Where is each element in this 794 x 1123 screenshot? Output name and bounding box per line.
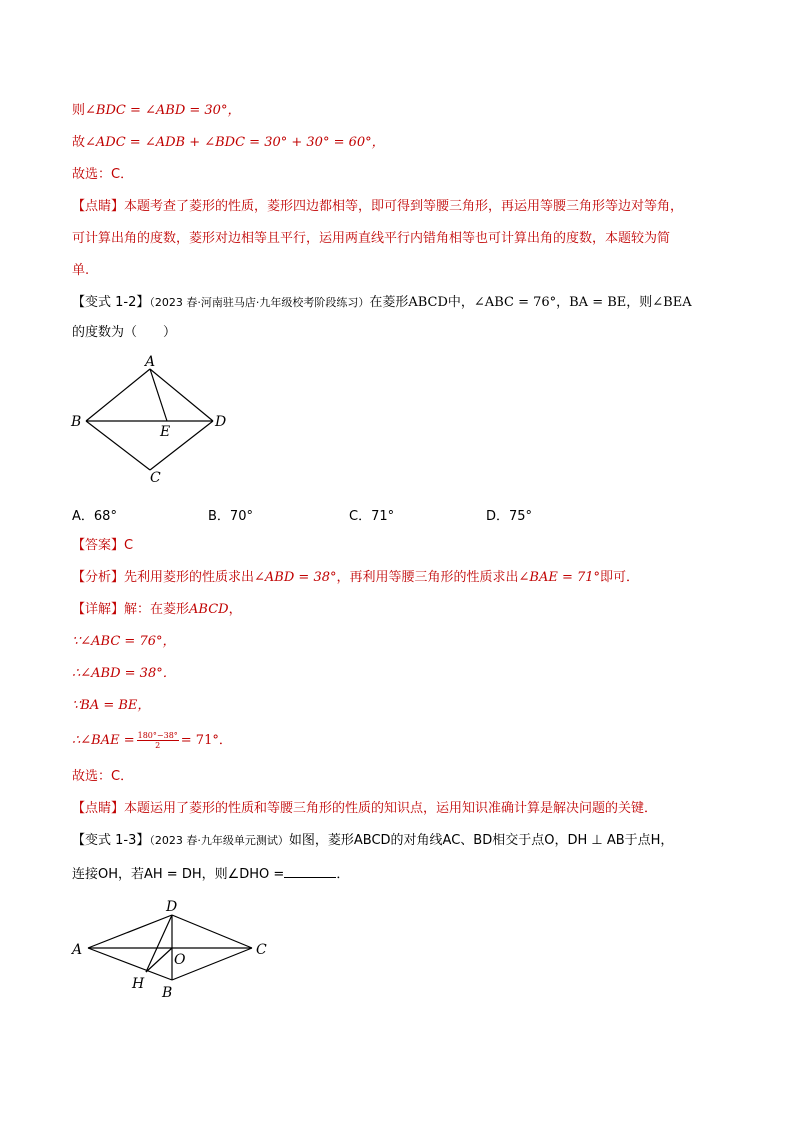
analysis-math-d: ∠BAE = 71° — [518, 570, 601, 585]
detail-step-1: ∵∠ABC = 76°， — [72, 634, 176, 649]
rhombus-figure-2 — [62, 890, 282, 1005]
side-ba — [88, 948, 172, 980]
side-ad — [150, 369, 213, 421]
step4-rhs: = 71°． — [180, 733, 232, 748]
choice-d[interactable] — [486, 505, 532, 524]
analysis-text-c: ，再利用等腰三角形的性质求出 — [336, 570, 519, 585]
choice-c[interactable] — [349, 505, 394, 524]
dianjing-1-line-1 — [72, 198, 683, 216]
dianjing-2-text: 本题运用了菱形的性质和等腰三角形的性质的知识点，运用知识准确计算是解决问题的关键． — [124, 801, 658, 816]
dianjing-2-tag: 【点睛】 — [72, 801, 125, 816]
detail-line — [72, 601, 242, 619]
variant-1-2-stem-2: 的度数为（ ） — [72, 325, 177, 340]
variant-1-3-stem — [72, 832, 673, 850]
solution-line-2 — [72, 134, 385, 152]
choice-c-value: 71° — [371, 509, 395, 524]
label-o: O — [174, 952, 186, 968]
detail-step-4 — [72, 731, 232, 750]
math-adc: ∠ADC = ∠ADB + ∠BDC = 30° + 30° = 60°， — [85, 135, 385, 150]
variant-3-stem-2b: ． — [336, 867, 350, 882]
choice-a[interactable] — [72, 505, 117, 524]
answer-value: C — [124, 538, 134, 553]
dianjing-1-line-3: 单. — [72, 263, 90, 278]
variant-tag: 【变式 1-2】 — [72, 295, 150, 310]
detail-text-c: ， — [228, 602, 242, 617]
analysis-text-a: 先利用菱形的性质求出 — [124, 570, 255, 585]
choice-b-letter: B． — [208, 509, 230, 524]
choice-b-value: 70° — [229, 509, 253, 524]
variant-1-3-stem-2 — [72, 864, 349, 884]
label-b: B — [162, 985, 173, 1001]
label-h: H — [132, 976, 145, 992]
choice-d-value: 75° — [509, 509, 533, 524]
detail-step-3: ∵BA = BE， — [72, 698, 151, 713]
detail-tag: 【详解】 — [72, 602, 125, 617]
label-a: A — [145, 354, 156, 370]
label-d: D — [166, 899, 178, 915]
detail-math-b: ABCD — [189, 602, 229, 617]
detail-step-2: ∴∠ABD = 38°． — [72, 666, 176, 681]
analysis-math-b: ∠ABD = 38° — [254, 570, 337, 585]
choice-d-letter: D． — [486, 509, 510, 524]
detail-text-a: 解：在菱形 — [124, 602, 190, 617]
label-d: D — [215, 414, 227, 430]
label-c: C — [150, 470, 161, 486]
text-gu: 故 — [72, 135, 86, 150]
math-bdc: ∠BDC = ∠ABD = 30°， — [85, 103, 241, 118]
solution-line-1 — [72, 102, 240, 120]
dianjing-tag: 【点睛】 — [72, 199, 125, 214]
step4-lhs: ∴∠BAE = — [72, 733, 135, 748]
text-ze: 则 — [72, 103, 86, 118]
fraction-numerator: 180°−38° — [137, 731, 178, 740]
variant-3-source: （2023 春·九年级单元测试） — [149, 834, 289, 847]
choice-b[interactable] — [208, 505, 253, 524]
variant-3-stem-2a: 连接OH，若AH = DH，则∠DHO = — [72, 867, 285, 882]
side-dc — [172, 915, 252, 948]
rhombus-figure-1 — [60, 350, 250, 490]
dianjing-text-1: 本题考查了菱形的性质，菱形四边都相等，即可得到等腰三角形，再运用等腰三角形等边对等角， — [124, 199, 684, 214]
label-b: B — [71, 414, 82, 430]
choice-c-letter: C． — [349, 509, 372, 524]
choice-a-value: 68° — [93, 509, 117, 524]
solution-choose: 故选：C． — [72, 167, 134, 182]
label-a: A — [72, 942, 83, 958]
dianjing-2-line — [72, 800, 657, 818]
variant-source: （2023 春·河南驻马店·九年级校考阶段练习） — [149, 296, 370, 309]
choice-a-letter: A． — [72, 509, 94, 524]
label-e: E — [160, 424, 171, 440]
analysis-line — [72, 569, 639, 587]
segment-ae — [150, 369, 167, 421]
variant-1-2-stem — [72, 294, 692, 312]
answer-blank[interactable] — [284, 864, 336, 878]
step4-fraction — [137, 731, 179, 750]
detail-choose: 故选：C． — [72, 769, 134, 784]
analysis-tag: 【分析】 — [72, 570, 125, 585]
variant-stem-1: 在菱形ABCD中，∠ABC = 76°，BA = BE，则∠BEA — [369, 295, 692, 310]
segment-ho — [146, 948, 172, 972]
variant-3-stem-1: 如图，菱形ABCD的对角线AC、BD相交于点O，DH ⊥ AB于点H， — [288, 833, 674, 848]
side-bc — [86, 421, 150, 470]
side-ab — [86, 369, 150, 421]
variant-3-tag: 【变式 1-3】 — [72, 833, 150, 848]
fraction-denominator: 2 — [155, 741, 161, 750]
analysis-text-e: 即可． — [600, 570, 640, 585]
dianjing-1-line-2: 可计算出角的度数，菱形对边相等且平行，运用两直线平行内错角相等也可计算出角的度数，本题较为简 — [72, 231, 671, 246]
label-c: C — [256, 942, 267, 958]
answer-tag: 【答案】 — [72, 538, 125, 553]
answer-line — [72, 537, 133, 555]
